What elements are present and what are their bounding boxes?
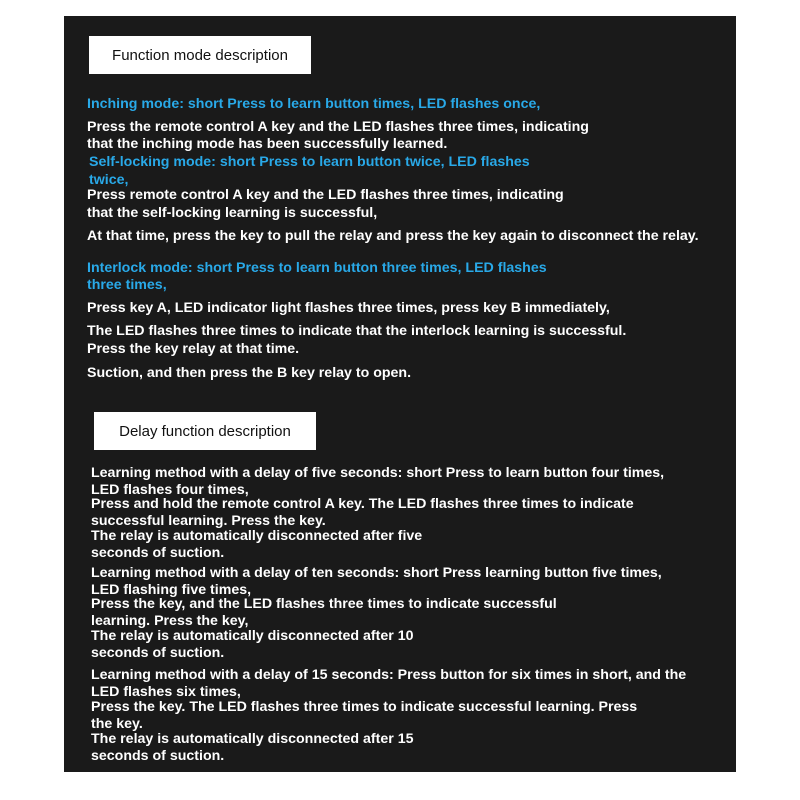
delay-5s-text: The relay is automatically disconnected after five <box>91 528 423 544</box>
delay-10s-text: LED flashing five times, <box>91 582 252 598</box>
inching-mode-text: Press the remote control A key and the LED flashes three times, indicating <box>87 119 589 135</box>
delay-10s-text: The relay is automatically disconnected after 10 <box>91 628 414 644</box>
instruction-panel <box>64 16 736 772</box>
self-locking-heading: Self-locking mode: short Press to learn button twice, LED flashes <box>89 154 530 170</box>
interlock-heading: three times, <box>87 277 167 293</box>
interlock-heading: Interlock mode: short Press to learn button three times, LED flashes <box>87 260 547 276</box>
interlock-text: Press the key relay at that time. <box>87 341 300 357</box>
self-locking-text: that the self-locking learning is successful, <box>87 205 378 221</box>
self-locking-text: Press remote control A key and the LED flashes three times, indicating <box>87 187 564 203</box>
delay-10s-text: Learning method with a delay of ten seconds: short Press learning button five times, <box>91 565 662 581</box>
delay-15s-text: LED flashes six times, <box>91 684 241 700</box>
function-mode-title: Function mode description <box>89 36 311 74</box>
delay-15s-text: The relay is automatically disconnected after 15 <box>91 731 414 747</box>
delay-10s-text: learning. Press the key, <box>91 613 249 629</box>
delay-function-title: Delay function description <box>94 412 316 450</box>
interlock-text: Suction, and then press the B key relay to open. <box>87 365 412 381</box>
delay-15s-text: Press the key. The LED flashes three times to indicate successful learning. Press <box>91 699 638 715</box>
delay-15s-text: Learning method with a delay of 15 seconds: Press button for six times in short, and the <box>91 667 687 683</box>
delay-5s-text: successful learning. Press the key. <box>91 513 326 529</box>
delay-5s-text: Press and hold the remote control A key. The LED flashes three times to indicate <box>91 496 634 512</box>
interlock-text: The LED flashes three times to indicate that the interlock learning is successful. <box>87 323 627 339</box>
inching-mode-text: that the inching mode has been successfully learned. <box>87 136 448 152</box>
delay-5s-text: seconds of suction. <box>91 545 225 561</box>
delay-5s-text: LED flashes four times, <box>91 482 249 498</box>
interlock-text: Press key A, LED indicator light flashes three times, press key B immediately, <box>87 300 610 316</box>
delay-5s-text: Learning method with a delay of five seconds: short Press to learn button four times, <box>91 465 665 481</box>
delay-10s-text: Press the key, and the LED flashes three times to indicate successful <box>91 596 557 612</box>
delay-10s-text: seconds of suction. <box>91 645 225 661</box>
delay-15s-text: seconds of suction. <box>91 748 225 764</box>
delay-15s-text: the key. <box>91 716 143 732</box>
self-locking-heading: twice, <box>89 172 129 188</box>
self-locking-text: At that time, press the key to pull the relay and press the key again to disconnect the relay. <box>87 228 699 244</box>
inching-mode-heading: Inching mode: short Press to learn button times, LED flashes once, <box>87 96 541 112</box>
